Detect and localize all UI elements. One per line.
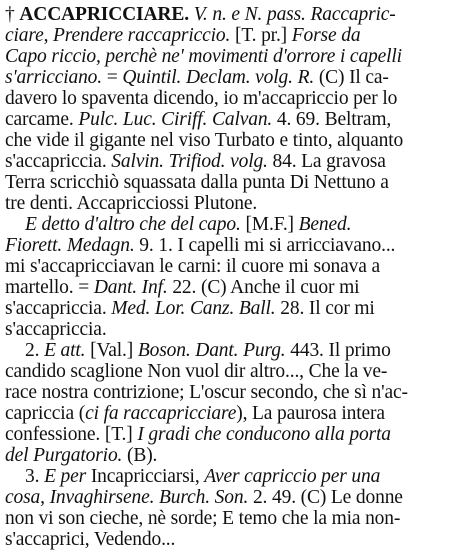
text-run: s'accapriccia. [5, 151, 112, 172]
italic-run: Dant. Inf. [93, 277, 168, 298]
text-run: confessione. [T.] [5, 424, 138, 445]
italic-run: Capo riccio, perchè ne' movimenti d'orrore i capelli [5, 46, 402, 67]
text-run: 3. [25, 466, 45, 487]
text-run: capriccia ( [5, 403, 86, 424]
text-run: (B). [122, 445, 158, 466]
text-run: = [102, 67, 123, 88]
italic-run: Med. Lor. Canz. Ball. [111, 298, 276, 319]
italic-run: ci fa raccapricciare [85, 403, 237, 424]
text-run: Incapricciarsi, [86, 466, 205, 487]
italic-run: Fiorett. Medagn. [5, 235, 135, 256]
text-run: (C) Il ca- [314, 67, 389, 88]
italic-run: Quintil. Declam. volg. R. [122, 67, 315, 88]
italic-run: cosa, Invaghirsene. Burch. Son. [5, 487, 249, 508]
text-run: ), La paurosa intera [236, 403, 385, 424]
text-run: 2. 49. (C) Le donne [248, 487, 403, 508]
italic-run: Prendere raccapriccio. [53, 25, 231, 46]
text-run: [M.F.] [240, 214, 299, 235]
text-run: mi s'accapricciavan le carni: il cuore mi sonava a [5, 256, 380, 277]
entry-line [5, 527, 175, 553]
italic-run: Salvin. Trifiod. volg. [111, 151, 268, 172]
headword: ACCAPRICCIARE. [19, 4, 189, 25]
italic-run: E detto d'altro che del capo. [25, 214, 241, 235]
text-run: 84. La gravosa [267, 151, 386, 172]
text-run: 22. (C) Anche il cuor mi [167, 277, 360, 298]
text-run: Terra scricchiò squassata dalla punta Di Nettuno a [5, 172, 389, 193]
text-run: martello. = [5, 277, 94, 298]
italic-run: Boson. Dant. Purg. [137, 340, 286, 361]
italic-run: Forse da [291, 25, 361, 46]
italic-run: s'arricciano. [5, 67, 103, 88]
italic-run: Aver capriccio per una [204, 466, 381, 487]
text-run: carcame. [5, 109, 79, 130]
text-run: race nostra contrizione; L'oscur secondo, che sì n'ac- [5, 382, 408, 403]
text-run: 443. Il primo [285, 340, 391, 361]
text-run: non vi son cieche, nè sorde; E temo che la mia non- [5, 508, 401, 529]
text-run: candido scaglione Non vuol dir altro..., Che la ve- [5, 361, 388, 382]
text-run: 4. 69. Beltram, [272, 109, 392, 130]
italic-run: Pulc. Luc. Ciriff. Calvan. [78, 109, 273, 130]
dictionary-entry [5, 2, 467, 548]
italic-run: Bened. [298, 214, 352, 235]
text-run: [Val.] [85, 340, 138, 361]
italic-run: del Purgatorio. [5, 445, 123, 466]
text-run: davero lo spaventa dicendo, io m'accapriccio per lo [5, 88, 398, 109]
text-run: s'accapriccia. [5, 319, 107, 340]
text-run: † [5, 4, 20, 25]
text-run: s'accaprici, Vedendo... [5, 529, 176, 550]
italic-run: E att. [44, 340, 86, 361]
text-run: 9. 1. I capelli mi si arricciavano... [134, 235, 396, 256]
italic-run: V. n. e N. pass. Raccapric- [193, 4, 396, 25]
text-run: s'accapriccia. [5, 298, 112, 319]
text-run: che vide il gigante nel viso Turbato e tinto, alquanto [5, 130, 404, 151]
italic-run: ciare [5, 25, 44, 46]
text-run: , [43, 25, 54, 46]
text-run: tre denti. Accapricciossi Plutone. [5, 193, 258, 214]
italic-run: E per [44, 466, 87, 487]
text-run: 28. Il cor mi [275, 298, 375, 319]
text-run: 2. [25, 340, 45, 361]
italic-run: I gradi che conducono alla porta [137, 424, 391, 445]
text-run: [T. pr.] [230, 25, 292, 46]
